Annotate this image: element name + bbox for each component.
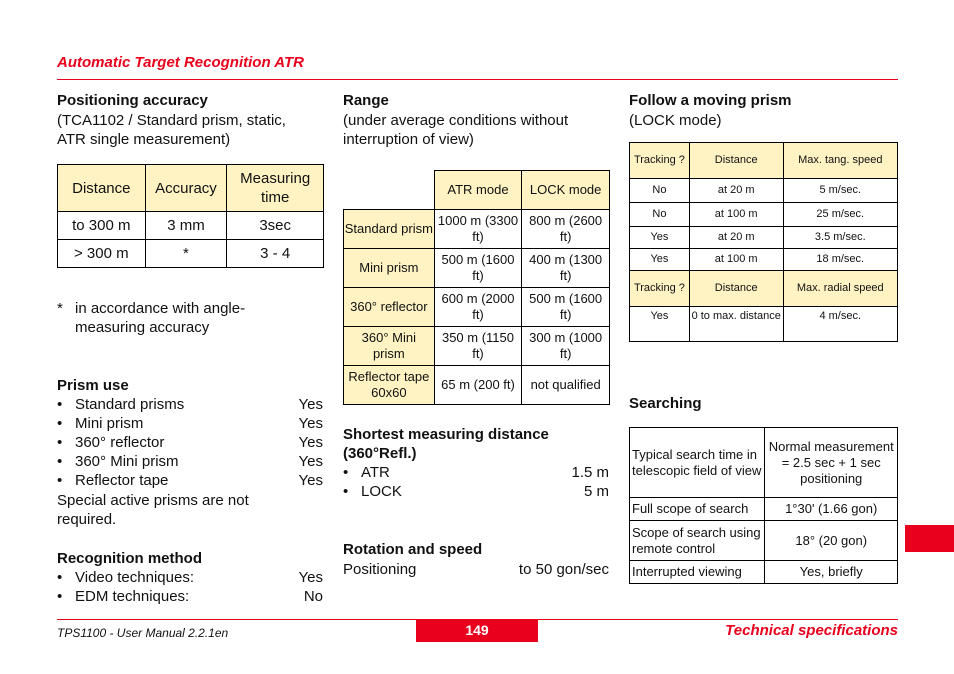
footnote-mark: *	[57, 300, 63, 317]
table-cell: at 20 m	[689, 227, 783, 249]
prism-note-1: Special active prisms are not	[57, 492, 249, 509]
search-label: Typical search time in telescopic field of view	[630, 428, 765, 498]
col-header-distance: Distance	[58, 165, 146, 212]
search-value: Yes, briefly	[765, 561, 898, 584]
table-row	[344, 366, 610, 405]
table-cell: 3sec	[227, 212, 324, 240]
list-item: • LOCK 5 m	[343, 483, 609, 500]
table-row	[630, 249, 898, 271]
page-number: 149	[416, 620, 538, 642]
list-item: • Standard prisms Yes	[57, 396, 323, 413]
range-desc-1: (under average conditions without	[343, 112, 569, 129]
table-row	[630, 498, 898, 521]
recognition-method-heading: Recognition method	[57, 550, 202, 567]
searching-heading: Searching	[629, 395, 702, 412]
page-header-title: Automatic Target Recognition ATR	[57, 54, 304, 71]
table-cell: 25 m/sec.	[783, 203, 897, 227]
shortest-distance-heading-2: (360°Refl.)	[343, 445, 417, 462]
positioning-accuracy-desc-2: ATR single measurement)	[57, 131, 231, 148]
range-table	[343, 170, 610, 405]
table-cell: 1000 m (3300 ft)	[434, 210, 522, 249]
footnote-line-2: measuring accuracy	[75, 319, 210, 336]
table-cell: at 100 m	[689, 203, 783, 227]
positioning-accuracy-heading: Positioning accuracy	[57, 92, 208, 109]
table-row	[344, 288, 610, 327]
table-cell: 350 m (1150 ft)	[434, 327, 522, 366]
table-row	[630, 179, 898, 203]
col-header-measuring-time: Measuring time	[227, 165, 324, 212]
chapter-tab-marker	[905, 525, 954, 552]
table-cell: 4 m/sec.	[783, 307, 897, 342]
follow-prism-table-tangential	[629, 142, 898, 342]
row-header: Mini prism	[344, 249, 435, 288]
table-row	[630, 561, 898, 584]
col-header-distance: Distance	[689, 143, 783, 179]
search-label: Interrupted viewing	[630, 561, 765, 584]
col-header-tracking: Tracking ?	[630, 143, 690, 179]
table-cell: No	[630, 179, 690, 203]
table-row	[58, 212, 324, 240]
search-value: Normal measurement = 2.5 sec + 1 sec positioning	[765, 428, 898, 498]
shortest-distance-list	[343, 463, 609, 501]
list-item: • Reflector tape Yes	[57, 472, 323, 489]
range-desc-2: interruption of view)	[343, 131, 474, 148]
col-header-atr-mode: ATR mode	[434, 171, 522, 210]
range-heading: Range	[343, 92, 389, 109]
shortest-distance-heading-1: Shortest measuring distance	[343, 426, 549, 443]
table-cell: at 20 m	[689, 179, 783, 203]
col-header-max-tang-speed: Max. tang. speed	[783, 143, 897, 179]
table-cell: 3 mm	[145, 212, 227, 240]
col-header-accuracy: Accuracy	[145, 165, 227, 212]
header-rule	[57, 79, 898, 80]
table-row	[630, 307, 898, 342]
rotation-row: Positioning to 50 gon/sec	[343, 561, 609, 578]
table-cell: > 300 m	[58, 240, 146, 268]
prism-use-heading: Prism use	[57, 377, 129, 394]
row-header: 360° reflector	[344, 288, 435, 327]
col-header-tracking: Tracking ?	[630, 271, 690, 307]
table-cell: 600 m (2000 ft)	[434, 288, 522, 327]
row-header: Reflector tape 60x60	[344, 366, 435, 405]
table-cell: 400 m (1300 ft)	[522, 249, 610, 288]
table-cell: 0 to max. distance	[689, 307, 783, 342]
table-cell: Yes	[630, 227, 690, 249]
col-header-lock-mode: LOCK mode	[522, 171, 610, 210]
follow-prism-heading: Follow a moving prism	[629, 92, 792, 109]
search-value: 18° (20 gon)	[765, 521, 898, 561]
table-cell: 300 m (1000 ft)	[522, 327, 610, 366]
table-cell: at 100 m	[689, 249, 783, 271]
table-cell: 5 m/sec.	[783, 179, 897, 203]
list-item: • ATR 1.5 m	[343, 464, 609, 481]
table-cell: 18 m/sec.	[783, 249, 897, 271]
col-header-distance: Distance	[689, 271, 783, 307]
prism-note-2: required.	[57, 511, 117, 528]
follow-prism-desc: (LOCK mode)	[629, 112, 722, 129]
table-cell: 65 m (200 ft)	[434, 366, 522, 405]
table-row	[344, 210, 610, 249]
list-item: • Video techniques: Yes	[57, 569, 323, 586]
footnote-line-1: in accordance with angle-	[75, 300, 246, 317]
row-header: 360° Mini prism	[344, 327, 435, 366]
table-row	[630, 428, 898, 498]
table-cell: 500 m (1600 ft)	[522, 288, 610, 327]
table-cell: not qualified	[522, 366, 610, 405]
positioning-accuracy-desc-1: (TCA1102 / Standard prism, static,	[57, 112, 286, 129]
search-label: Scope of search using remote control	[630, 521, 765, 561]
recognition-method-list	[57, 568, 323, 606]
list-item: • 360° reflector Yes	[57, 434, 323, 451]
list-item: • 360° Mini prism Yes	[57, 453, 323, 470]
prism-use-list	[57, 395, 323, 490]
table-cell: 500 m (1600 ft)	[434, 249, 522, 288]
search-label: Full scope of search	[630, 498, 765, 521]
table-cell: 3.5 m/sec.	[783, 227, 897, 249]
table-cell: 800 m (2600 ft)	[522, 210, 610, 249]
footer-section-title: Technical specifications	[725, 622, 898, 639]
table-row	[344, 327, 610, 366]
table-cell: *	[145, 240, 227, 268]
list-item: • Mini prism Yes	[57, 415, 323, 432]
searching-table	[629, 427, 898, 584]
table-cell: No	[630, 203, 690, 227]
table-cell: to 300 m	[58, 212, 146, 240]
table-row	[630, 227, 898, 249]
footer-manual-title: TPS1100 - User Manual 2.2.1en	[57, 626, 229, 640]
rotation-heading: Rotation and speed	[343, 541, 483, 558]
col-header-max-radial-speed: Max. radial speed	[783, 271, 897, 307]
table-cell: Yes	[630, 249, 690, 271]
table-row	[630, 203, 898, 227]
positioning-accuracy-table	[57, 164, 324, 268]
row-header: Standard prism	[344, 210, 435, 249]
list-item: • EDM techniques: No	[57, 588, 323, 605]
table-row	[630, 521, 898, 561]
table-cell: Yes	[630, 307, 690, 342]
table-row	[344, 249, 610, 288]
table-row	[58, 240, 324, 268]
table-cell: 3 - 4	[227, 240, 324, 268]
search-value: 1°30' (1.66 gon)	[765, 498, 898, 521]
